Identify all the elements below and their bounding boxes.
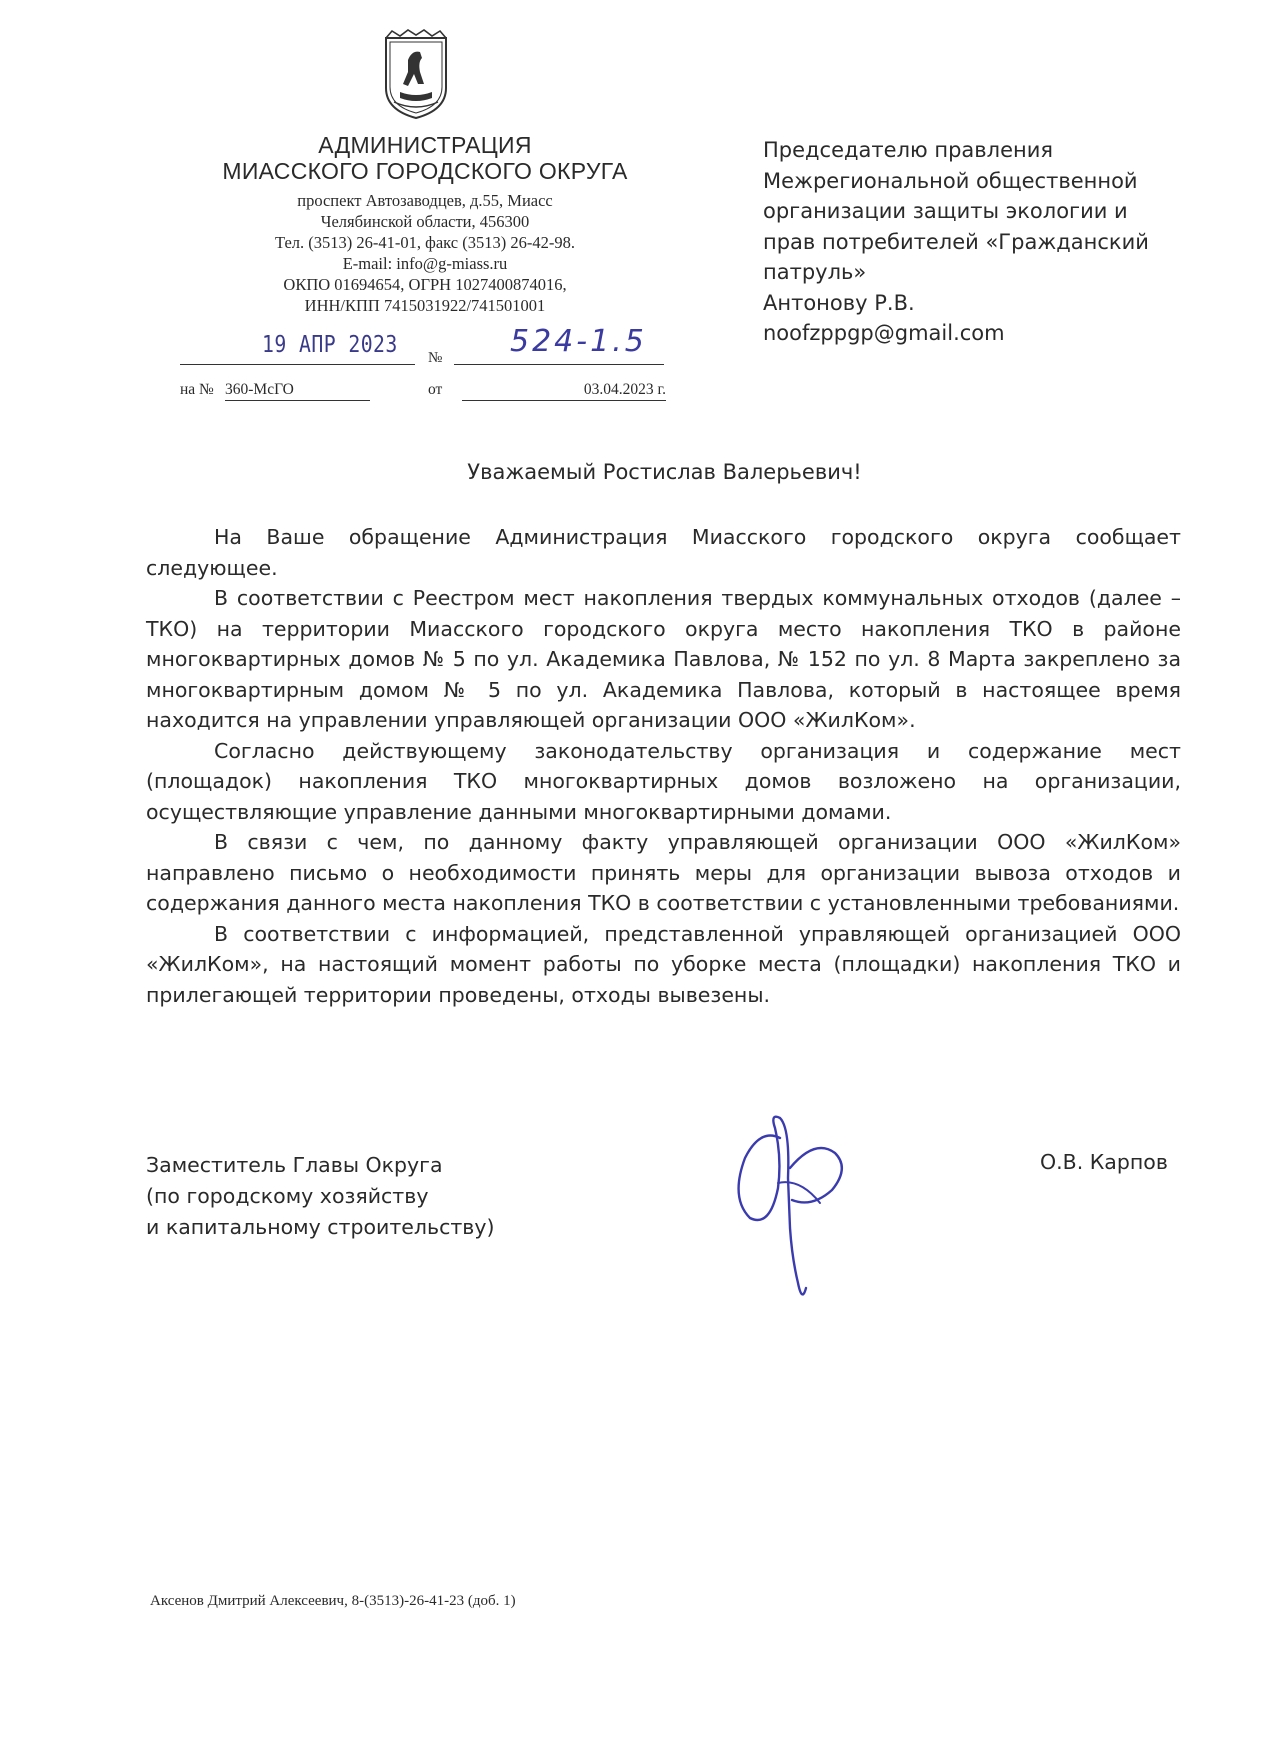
org-address-line1: проспект Автозаводцев, д.55, Миасс: [297, 191, 553, 210]
outgoing-number: 524-1.5: [510, 324, 647, 359]
org-name-line2: МИАССКОГО ГОРОДСКОГО ОКРУГА: [222, 158, 628, 184]
signer-title-line: (по городскому хозяйству: [146, 1184, 429, 1208]
addressee-line: Межрегиональной общественной: [763, 168, 1138, 193]
reference-row: [180, 381, 665, 403]
addressee-line: патруль»: [763, 260, 867, 284]
org-address-line2: Челябинской области, 456300: [320, 212, 530, 231]
sender-header: [150, 132, 700, 316]
date-underline: [180, 364, 415, 365]
number-label: №: [428, 350, 443, 366]
date-stamp: 19 АПР 2023: [262, 332, 398, 358]
executor-contact: Аксенов Дмитрий Алексеевич, 8-(3513)-26-41-23 (доб. 1): [150, 1593, 516, 1609]
body-paragraph: На Ваше обращение Администрация Миасского городского округа сообщает следующее.: [146, 525, 1181, 580]
signer-title-line: Заместитель Главы Округа: [146, 1153, 443, 1177]
registration-row: [180, 324, 665, 370]
signer-name: О.В. Карпов: [1040, 1150, 1168, 1174]
body-paragraph: В соответствии с информацией, представленной управляющей организацией ООО «ЖилКом», на настоящий момент работы по уборке места (площадки) накопления ТКО и прилегающей территории проведены, отходы вывезены.: [146, 921, 1181, 1007]
letter-body: [146, 522, 1181, 1010]
salutation: Уважаемый Ростислав Валерьевич!: [467, 460, 862, 484]
reference-date: 03.04.2023 г.: [462, 381, 666, 401]
addressee-block: [763, 135, 1233, 349]
reference-from-label: от: [428, 381, 443, 398]
addressee-line: Антонову Р.В.: [763, 290, 915, 315]
salutation-wrapper: [0, 460, 1275, 484]
reference-number: 360-МсГО: [225, 381, 370, 401]
org-okpo: ОКПО 01694654, ОГРН 1027400874016,: [283, 275, 567, 294]
org-inn: ИНН/КПП 7415031922/741501001: [304, 296, 546, 315]
addressee-line: Председателю правления: [763, 138, 1054, 162]
body-paragraph: В связи с чем, по данному факту управляющей организации ООО «ЖилКом» направлено письмо о необходимости принять меры для организации вывоза отходов и содержания данного места накопления ТКО в соответствии с установленными требованиями.: [146, 830, 1181, 915]
org-phone: Тел. (3513) 26-41-01, факс (3513) 26-42-98.: [275, 233, 575, 252]
addressee-email: noofzppgp@gmail.com: [763, 321, 1005, 345]
signer-title: [146, 1150, 495, 1243]
org-email: E-mail: info@g-miass.ru: [342, 254, 508, 273]
body-paragraph: В соответствии с Реестром мест накопления твердых коммунальных отходов (далее – ТКО) на территории Миасского городского округа место накопления ТКО в районе многоквартирных домов № 5 по ул. Академика Павлова, № 152 по ул. 8 Марта закреплено за многоквартирным домом № 5 по ул. Академика Павлова, который в настоящее время находится на управлении управляющей организации ООО «ЖилКом».: [146, 586, 1181, 732]
addressee-line: прав потребителей «Гражданский: [763, 229, 1149, 254]
number-underline: [454, 364, 664, 365]
body-paragraph: Согласно действующему законодательству организация и содержание мест (площадок) накопления ТКО многоквартирных домов возложено на организации, осуществляющие управление данными многоквартирными домами.: [146, 738, 1181, 824]
org-name-line1: АДМИНИСТРАЦИЯ: [318, 132, 532, 158]
reference-label: на №: [180, 381, 214, 398]
city-coat-of-arms-icon: [378, 28, 454, 122]
signer-title-line: и капитальному строительству): [146, 1215, 495, 1239]
addressee-line: организации защиты экологии и: [763, 199, 1128, 223]
handwritten-signature: [720, 1108, 860, 1308]
